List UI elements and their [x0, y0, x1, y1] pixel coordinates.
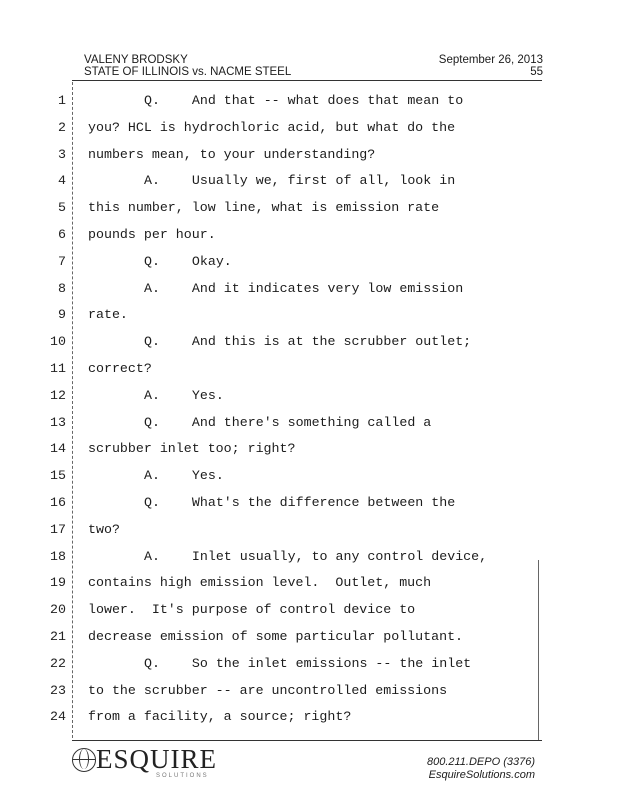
header-page-number: 55	[530, 66, 543, 78]
line-text: rate.	[88, 307, 128, 323]
line-text: correct?	[88, 361, 152, 376]
line-text: decrease emission of some particular pollutant.	[88, 629, 464, 644]
footer-phone: 800.211.DEPO (3376)	[426, 756, 535, 768]
line-text: A. Inlet usually, to any control device,	[144, 548, 488, 564]
transcript-line	[0, 517, 619, 543]
transcript-line	[0, 624, 619, 650]
header-date: September 26, 2013	[438, 54, 543, 66]
transcript-line	[0, 678, 619, 704]
line-text: this number, low line, what is emission rate	[88, 200, 440, 216]
line-number: 23	[50, 682, 66, 698]
line-number: 17	[50, 521, 66, 537]
line-number: 5	[58, 200, 66, 216]
line-text: Q. And that -- what does that mean to	[144, 93, 464, 108]
transcript-line	[0, 222, 619, 248]
transcript-line	[0, 410, 619, 436]
transcript-line	[0, 302, 619, 328]
logo-wordmark: ESQUIRE	[96, 744, 217, 774]
line-number: 6	[58, 227, 66, 242]
transcript-line	[0, 249, 619, 275]
header-witness: VALENY BRODSKY	[84, 54, 188, 66]
bottom-rule	[72, 740, 542, 741]
line-text: numbers mean, to your understanding?	[88, 146, 376, 162]
line-number: 14	[50, 441, 66, 457]
line-text: you? HCL is hydrochloric acid, but what do the	[88, 119, 456, 135]
line-number: 19	[50, 575, 66, 591]
line-text: from a facility, a source; right?	[88, 709, 352, 725]
transcript-line	[0, 168, 619, 194]
line-number: 2	[58, 119, 66, 135]
transcript-line	[0, 356, 619, 382]
transcript-line	[0, 544, 619, 570]
transcript-line	[0, 383, 619, 409]
line-text: lower. It's purpose of control device to	[88, 602, 416, 618]
line-text: A. Yes.	[144, 387, 224, 403]
transcript-line	[0, 463, 619, 489]
transcript-line	[0, 142, 619, 168]
transcript-line	[0, 570, 619, 596]
transcript-line	[0, 436, 619, 462]
line-number: 16	[50, 495, 66, 510]
line-text: Q. And this is at the scrubber outlet;	[144, 334, 472, 350]
header-case-title: STATE OF ILLINOIS vs. NACME STEEL	[84, 66, 292, 78]
line-number: 8	[58, 280, 66, 296]
line-number: 12	[50, 387, 66, 403]
transcript-line	[0, 704, 619, 730]
transcript-line	[0, 88, 619, 114]
transcript-line	[0, 597, 619, 623]
logo-subtext: SOLUTIONS	[156, 773, 209, 779]
line-text: A. Usually we, first of all, look in	[144, 173, 456, 189]
transcript-line	[0, 490, 619, 516]
line-number: 11	[50, 361, 66, 376]
line-text: to the scrubber -- are uncontrolled emissions	[88, 682, 448, 698]
transcript-line	[0, 276, 619, 302]
line-text: Q. Okay.	[144, 253, 232, 269]
transcript-line	[0, 115, 619, 141]
line-text: scrubber inlet too; right?	[88, 441, 296, 457]
transcript-line	[0, 651, 619, 677]
line-number: 22	[50, 655, 66, 671]
line-text: contains high emission level. Outlet, much	[88, 575, 432, 591]
line-text: Q. What's the difference between the	[144, 495, 456, 510]
line-number: 20	[50, 602, 66, 618]
top-rule	[72, 80, 542, 81]
footer-website: EsquireSolutions.com	[428, 769, 535, 781]
line-number: 21	[50, 629, 66, 644]
globe-icon	[72, 748, 96, 772]
line-text: A. And it indicates very low emission	[144, 280, 464, 296]
line-number: 1	[58, 93, 66, 108]
transcript-line	[0, 195, 619, 221]
line-text: pounds per hour.	[88, 227, 216, 242]
esquire-logo	[72, 744, 232, 788]
line-text: Q. So the inlet emissions -- the inlet	[144, 655, 472, 671]
line-number: 7	[58, 253, 66, 269]
line-number: 18	[50, 548, 66, 564]
line-text: Q. And there's something called a	[144, 414, 432, 430]
line-number: 13	[50, 414, 66, 430]
line-text: two?	[88, 521, 120, 537]
transcript-line	[0, 329, 619, 355]
line-number: 9	[58, 307, 66, 323]
line-number: 3	[58, 146, 66, 162]
line-number: 15	[50, 468, 66, 484]
line-number: 24	[50, 709, 66, 725]
line-number: 4	[58, 173, 66, 189]
line-number: 10	[50, 334, 66, 350]
line-text: A. Yes.	[144, 468, 224, 484]
